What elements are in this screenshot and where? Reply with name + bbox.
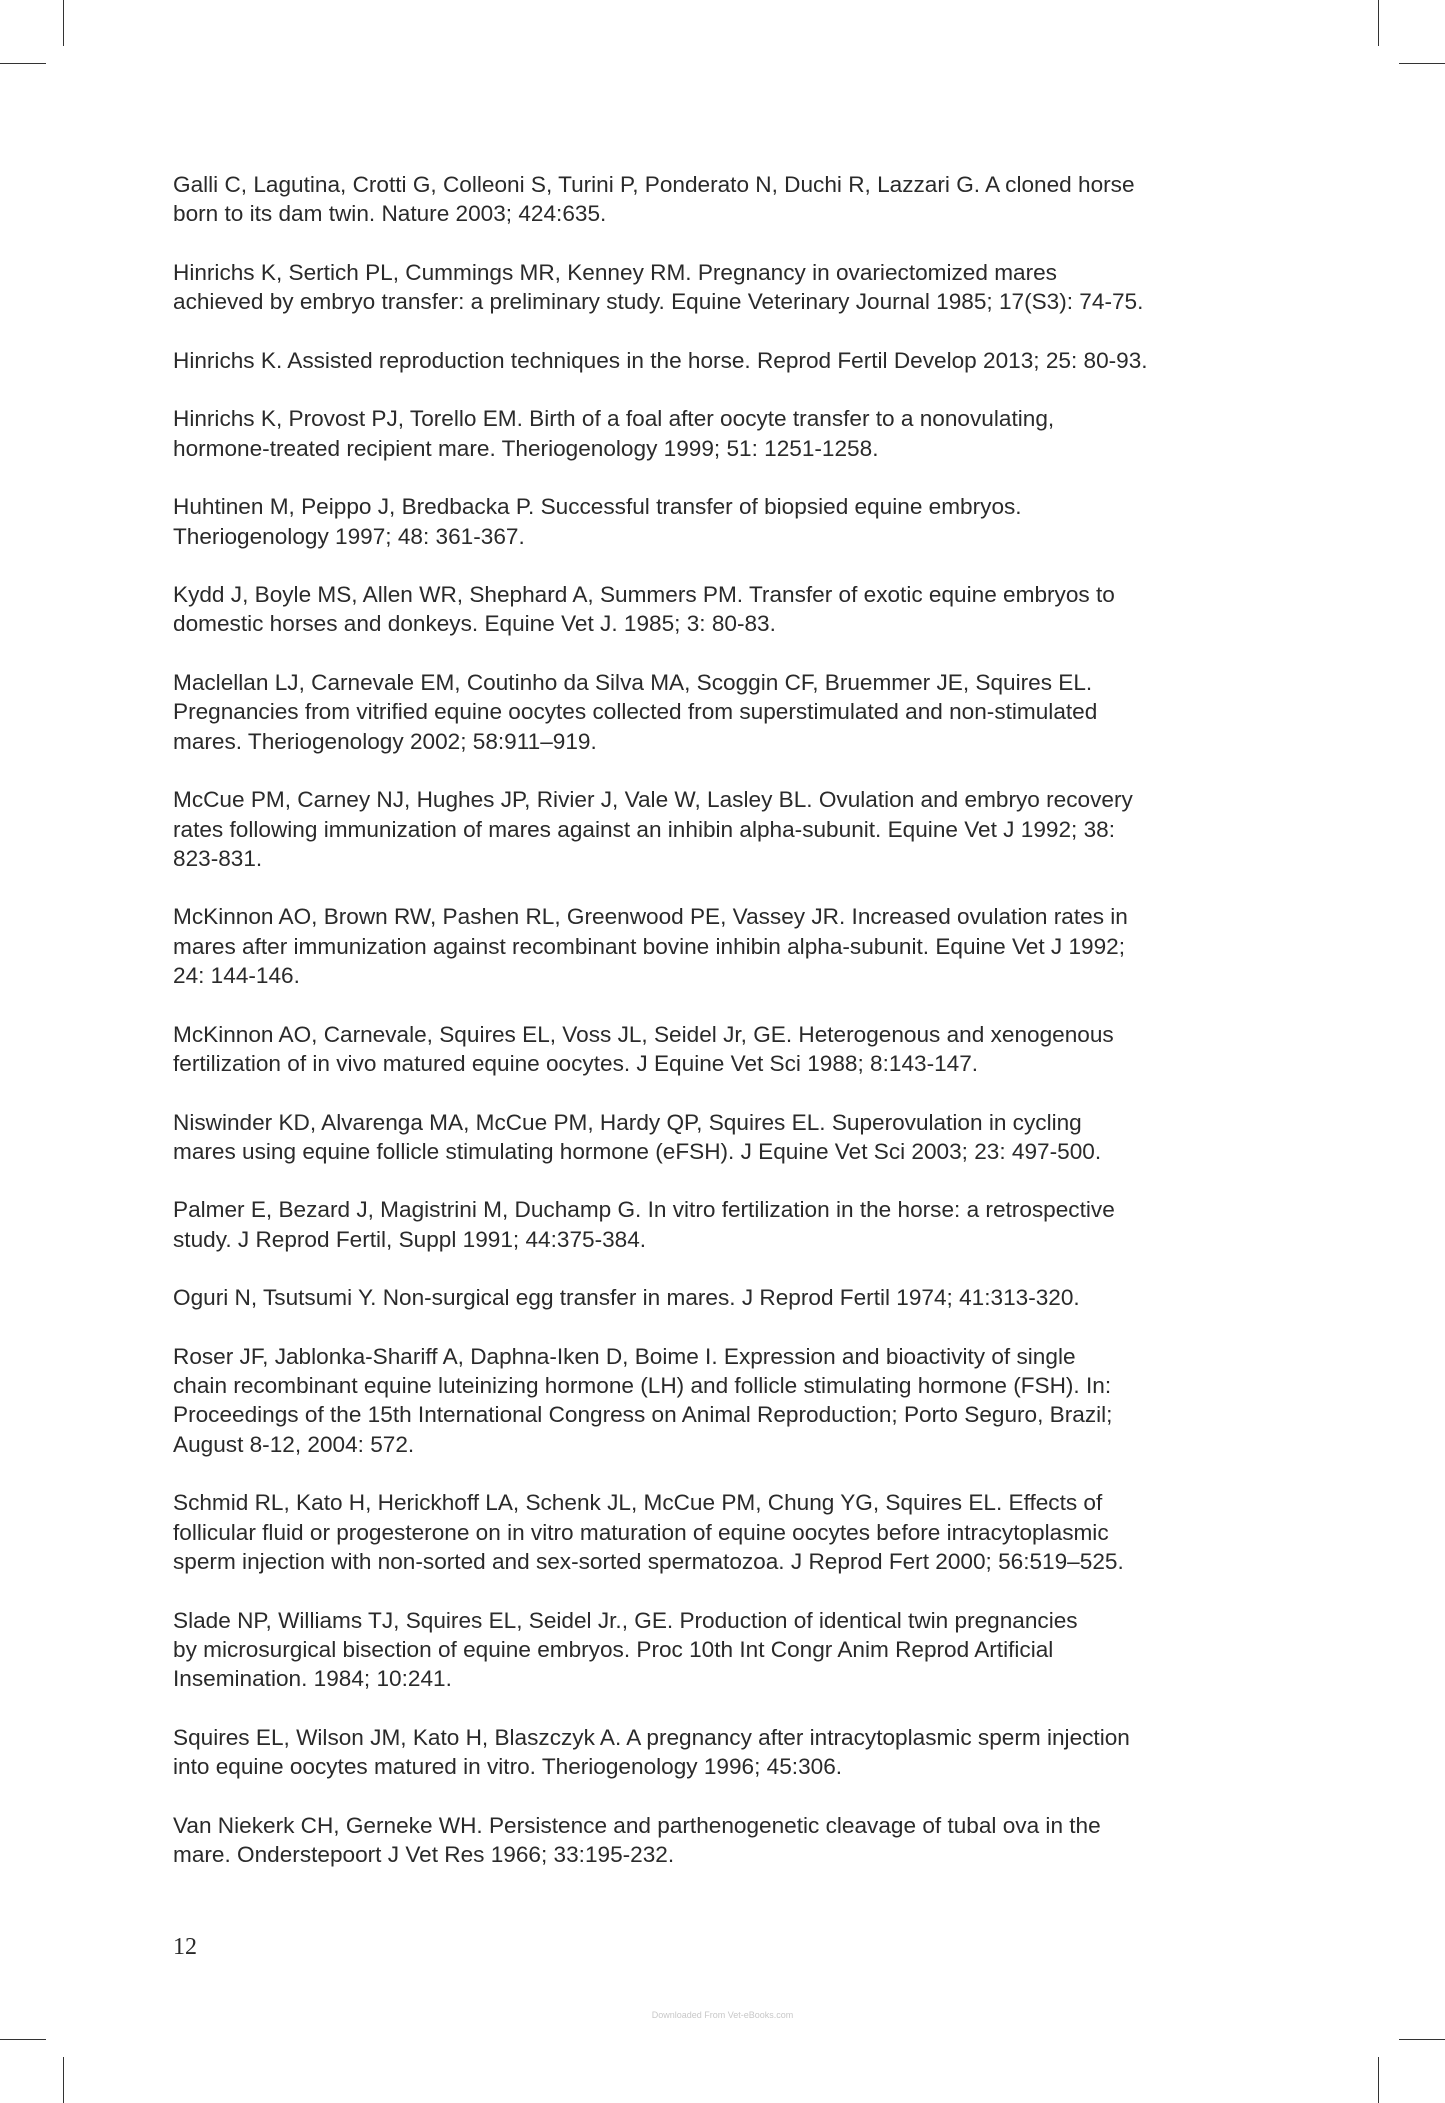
reference-item: Galli C, Lagutina, Crotti G, Colleoni S, Turini P, Ponderato N, Duchi R, Lazzari G. A cloned horse born to its dam twin. Nature 2003; 424:635.	[173, 172, 1135, 227]
reference-item: McKinnon AO, Brown RW, Pashen RL, Greenwood PE, Vassey JR. Increased ovulation rates in mares after immunization against recombinant bovine inhibin alpha-subunit. Equine Vet J 1992; 24: 144-146.	[173, 904, 1128, 989]
crop-mark-bottom-right-horizontal	[1399, 2039, 1445, 2040]
reference-item: Hinrichs K, Sertich PL, Cummings MR, Kenney RM. Pregnancy in ovariectomized mares achieved by embryo transfer: a preliminary study. Equine Veterinary Journal 1985; 17(S3): 74-75.	[173, 259, 1144, 315]
reference-item: Van Niekerk CH, Gerneke WH. Persistence and parthenogenetic cleavage of tubal ova in the mare. Onderstepoort J Vet Res 1966; 33:195-232.	[173, 1812, 1101, 1867]
reference-item: Oguri N, Tsutsumi Y. Non-surgical egg transfer in mares. J Reprod Fertil 1974; 41:313-320.	[173, 1285, 1080, 1311]
reference-item: Huhtinen M, Peippo J, Bredbacka P. Successful transfer of biopsied equine embryos. Theriogenology 1997; 48: 361-367.	[173, 494, 1022, 549]
reference-item: Kydd J, Boyle MS, Allen WR, Shephard A, Summers PM. Transfer of exotic equine embryos to domestic horses and donkeys. Equine Vet J. 1985; 3: 80-83.	[173, 582, 1115, 637]
reference-item: Roser JF, Jablonka-Shariff A, Daphna-Iken D, Boime I. Expression and bioactivity of single chain recombinant equine luteinizing hormone (LH) and follicle stimulating hormone (FSH). In: Proceedings of the 15th International Congress on Animal Reproduction; Porto Seguro, Brazil; August 8-12, 2004: 572.	[173, 1343, 1113, 1457]
reference-item: Slade NP, Williams TJ, Squires EL, Seidel Jr., GE. Production of identical twin pregnancies by microsurgical bisection of equine embryos. Proc 10th Int Congr Anim Reprod Artificial Insemination. 1984; 10:241.	[173, 1607, 1078, 1692]
reference-item: Hinrichs K. Assisted reproduction techniques in the horse. Reprod Fertil Develop 2013; 25: 80-93.	[173, 347, 1148, 373]
crop-mark-top-right	[1378, 0, 1379, 46]
download-source-note: Downloaded From Vet-eBooks.com	[651, 2010, 794, 2020]
crop-mark-top-left-horizontal	[0, 63, 46, 64]
reference-item: Maclellan LJ, Carnevale EM, Coutinho da Silva MA, Scoggin CF, Bruemmer JE, Squires EL. Pregnancies from vitrified equine oocytes collected from superstimulated and non-stimulated mares. Theriogenology 2002; 58:911–919.	[173, 670, 1098, 754]
reference-item: Squires EL, Wilson JM, Kato H, Blaszczyk A. A pregnancy after intracytoplasmic sperm injection into equine oocytes matured in vitro. Theriogenology 1996; 45:306.	[173, 1724, 1130, 1780]
reference-list	[173, 170, 1253, 1899]
reference-item: McCue PM, Carney NJ, Hughes JP, Rivier J, Vale W, Lasley BL. Ovulation and embryo recovery rates following immunization of mares against an inhibin alpha-subunit. Equine Vet J 1992; 38: 823-831.	[173, 787, 1133, 871]
crop-mark-bottom-left-horizontal	[0, 2039, 46, 2040]
crop-mark-bottom-left	[63, 2057, 64, 2103]
crop-mark-top-left	[63, 0, 64, 46]
reference-item: Niswinder KD, Alvarenga MA, McCue PM, Hardy QP, Squires EL. Superovulation in cycling mares using equine follicle stimulating hormone (eFSH). J Equine Vet Sci 2003; 23: 497-500.	[173, 1109, 1102, 1164]
reference-item: Palmer E, Bezard J, Magistrini M, Duchamp G. In vitro fertilization in the horse: a retrospective study. J Reprod Fertil, Suppl 1991; 44:375-384.	[173, 1197, 1115, 1252]
page-number: 12	[173, 1934, 197, 1960]
reference-item: McKinnon AO, Carnevale, Squires EL, Voss JL, Seidel Jr, GE. Heterogenous and xenogenous fertilization of in vivo matured equine oocytes. J Equine Vet Sci 1988; 8:143-147.	[173, 1021, 1114, 1076]
crop-mark-top-right-horizontal	[1399, 63, 1445, 64]
reference-item: Schmid RL, Kato H, Herickhoff LA, Schenk JL, McCue PM, Chung YG, Squires EL. Effects of follicular fluid or progesterone on in vitro maturation of equine oocytes before intracytoplasmic sperm injection with non-sorted and sex-sorted spermatozoa. J Reprod Fert 2000; 56:519–525.	[173, 1490, 1124, 1574]
reference-item: Hinrichs K, Provost PJ, Torello EM. Birth of a foal after oocyte transfer to a nonovulating, hormone-treated recipient mare. Theriogenology 1999; 51: 1251-1258.	[173, 406, 1055, 461]
crop-mark-bottom-right	[1378, 2057, 1379, 2103]
